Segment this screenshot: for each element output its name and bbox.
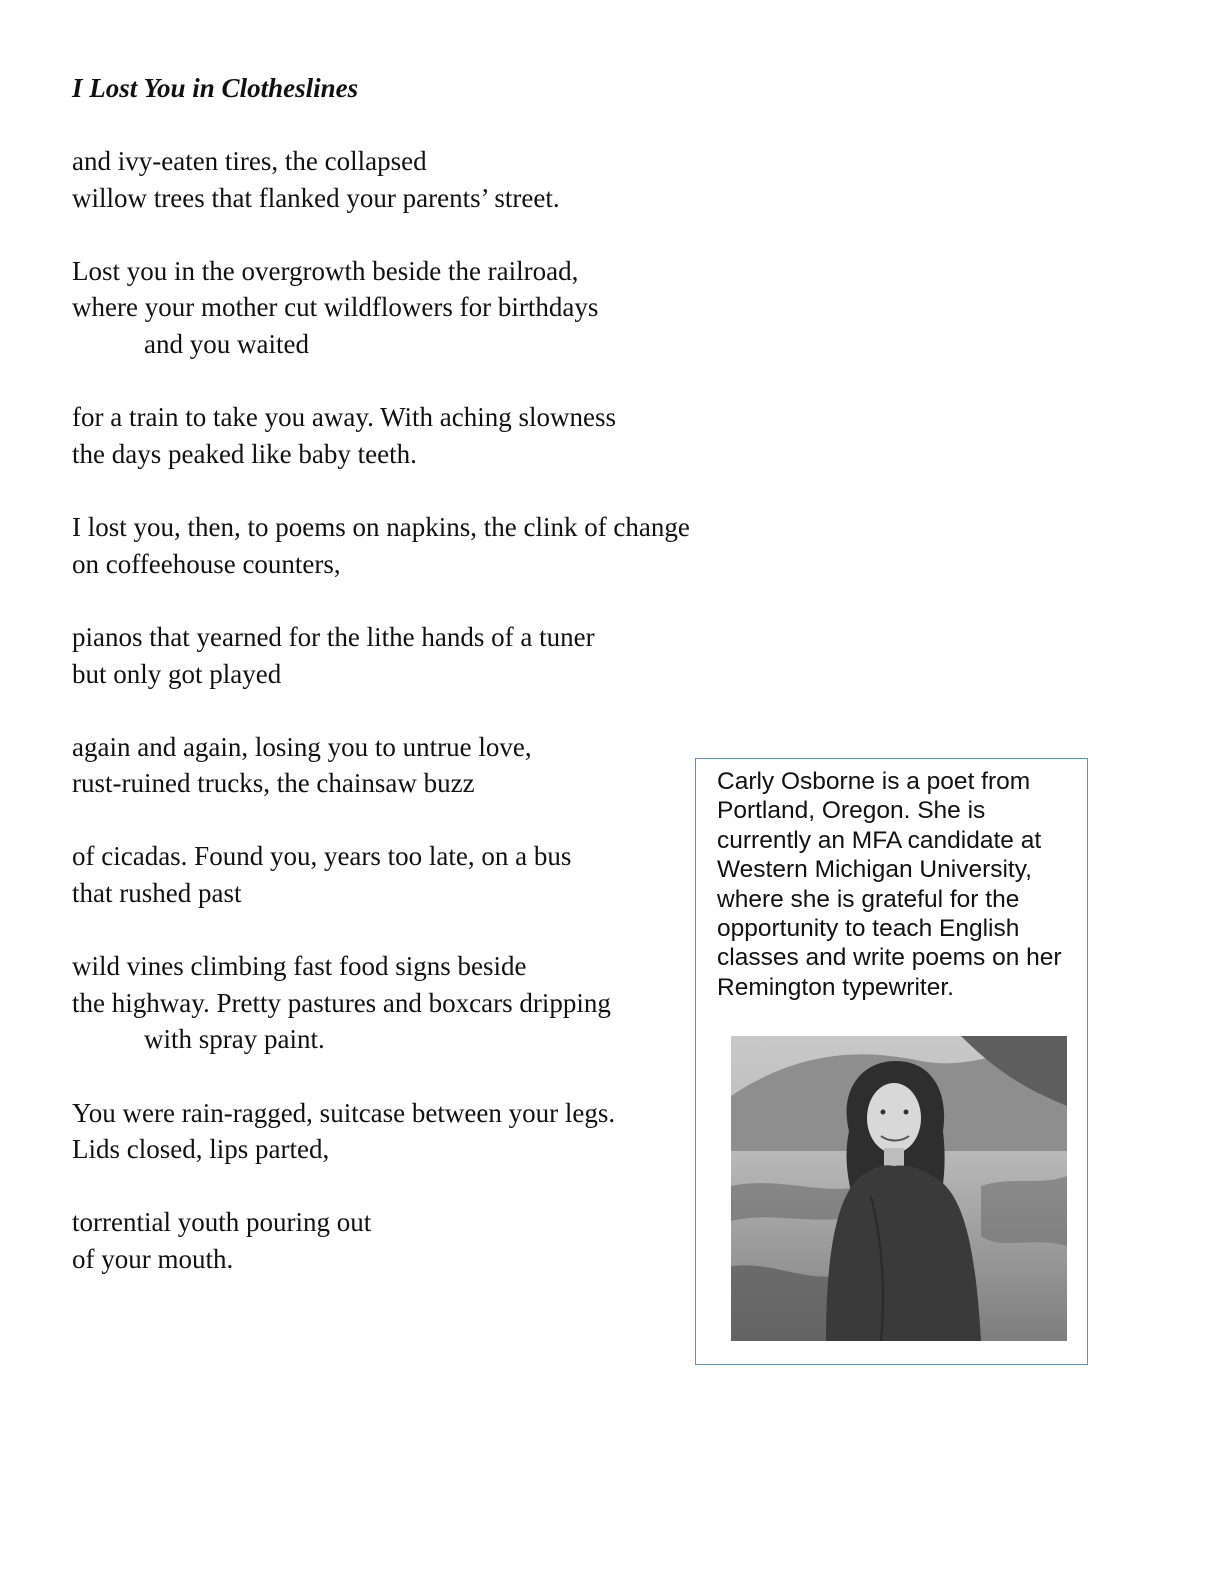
author-photo bbox=[731, 1036, 1067, 1341]
poem-line: on coffeehouse counters, bbox=[72, 549, 341, 579]
poem-line: Lids closed, lips parted, bbox=[72, 1134, 330, 1164]
poem-line: pianos that yearned for the lithe hands of a tuner bbox=[72, 622, 595, 652]
poem-line: and ivy-eaten tires, the collapsed bbox=[72, 146, 427, 176]
poem-line: again and again, losing you to untrue love, bbox=[72, 732, 532, 762]
bio-line: Carly Osborne is a poet from bbox=[717, 768, 1031, 795]
poem-line: I lost you, then, to poems on napkins, the clink of change bbox=[72, 512, 690, 542]
poem-line: that rushed past bbox=[72, 878, 242, 908]
poem-line-indented: and you waited bbox=[144, 329, 309, 359]
poem-line: willow trees that flanked your parents’ street. bbox=[72, 183, 560, 213]
poem-title: I Lost You in Clotheslines bbox=[72, 73, 359, 103]
bio-line: Western Michigan University, bbox=[717, 856, 1032, 884]
bio-line: opportunity to teach English bbox=[717, 915, 1020, 943]
poem-line: where your mother cut wildflowers for birthdays bbox=[72, 292, 599, 322]
bio-line: where she is grateful for the bbox=[717, 885, 1020, 913]
poem-line: of cicadas. Found you, years too late, on a bus bbox=[72, 841, 572, 871]
bio-line: Remington typewriter. bbox=[717, 973, 954, 1001]
poem-line: of your mouth. bbox=[72, 1244, 234, 1274]
poem-line: the days peaked like baby teeth. bbox=[72, 439, 417, 469]
poem-line: You were rain-ragged, suitcase between your legs. bbox=[72, 1098, 616, 1128]
poem-line: but only got played bbox=[72, 659, 282, 689]
author-bio-text bbox=[717, 767, 1085, 1002]
poem-line: Lost you in the overgrowth beside the railroad, bbox=[72, 256, 579, 286]
poem-line-indented: with spray paint. bbox=[144, 1024, 325, 1054]
author-bio-box bbox=[695, 758, 1088, 1365]
poem-line: the highway. Pretty pastures and boxcars dripping bbox=[72, 988, 611, 1018]
bio-line: classes and write poems on her bbox=[717, 944, 1062, 972]
bio-line: currently an MFA candidate at bbox=[717, 826, 1042, 854]
poem-line: wild vines climbing fast food signs beside bbox=[72, 951, 527, 981]
poem-line: torrential youth pouring out bbox=[72, 1207, 372, 1237]
poem-line: rust-ruined trucks, the chainsaw buzz bbox=[72, 768, 475, 798]
bio-line: Portland, Oregon. She is bbox=[717, 797, 986, 825]
poem-line: for a train to take you away. With aching slowness bbox=[72, 402, 617, 432]
